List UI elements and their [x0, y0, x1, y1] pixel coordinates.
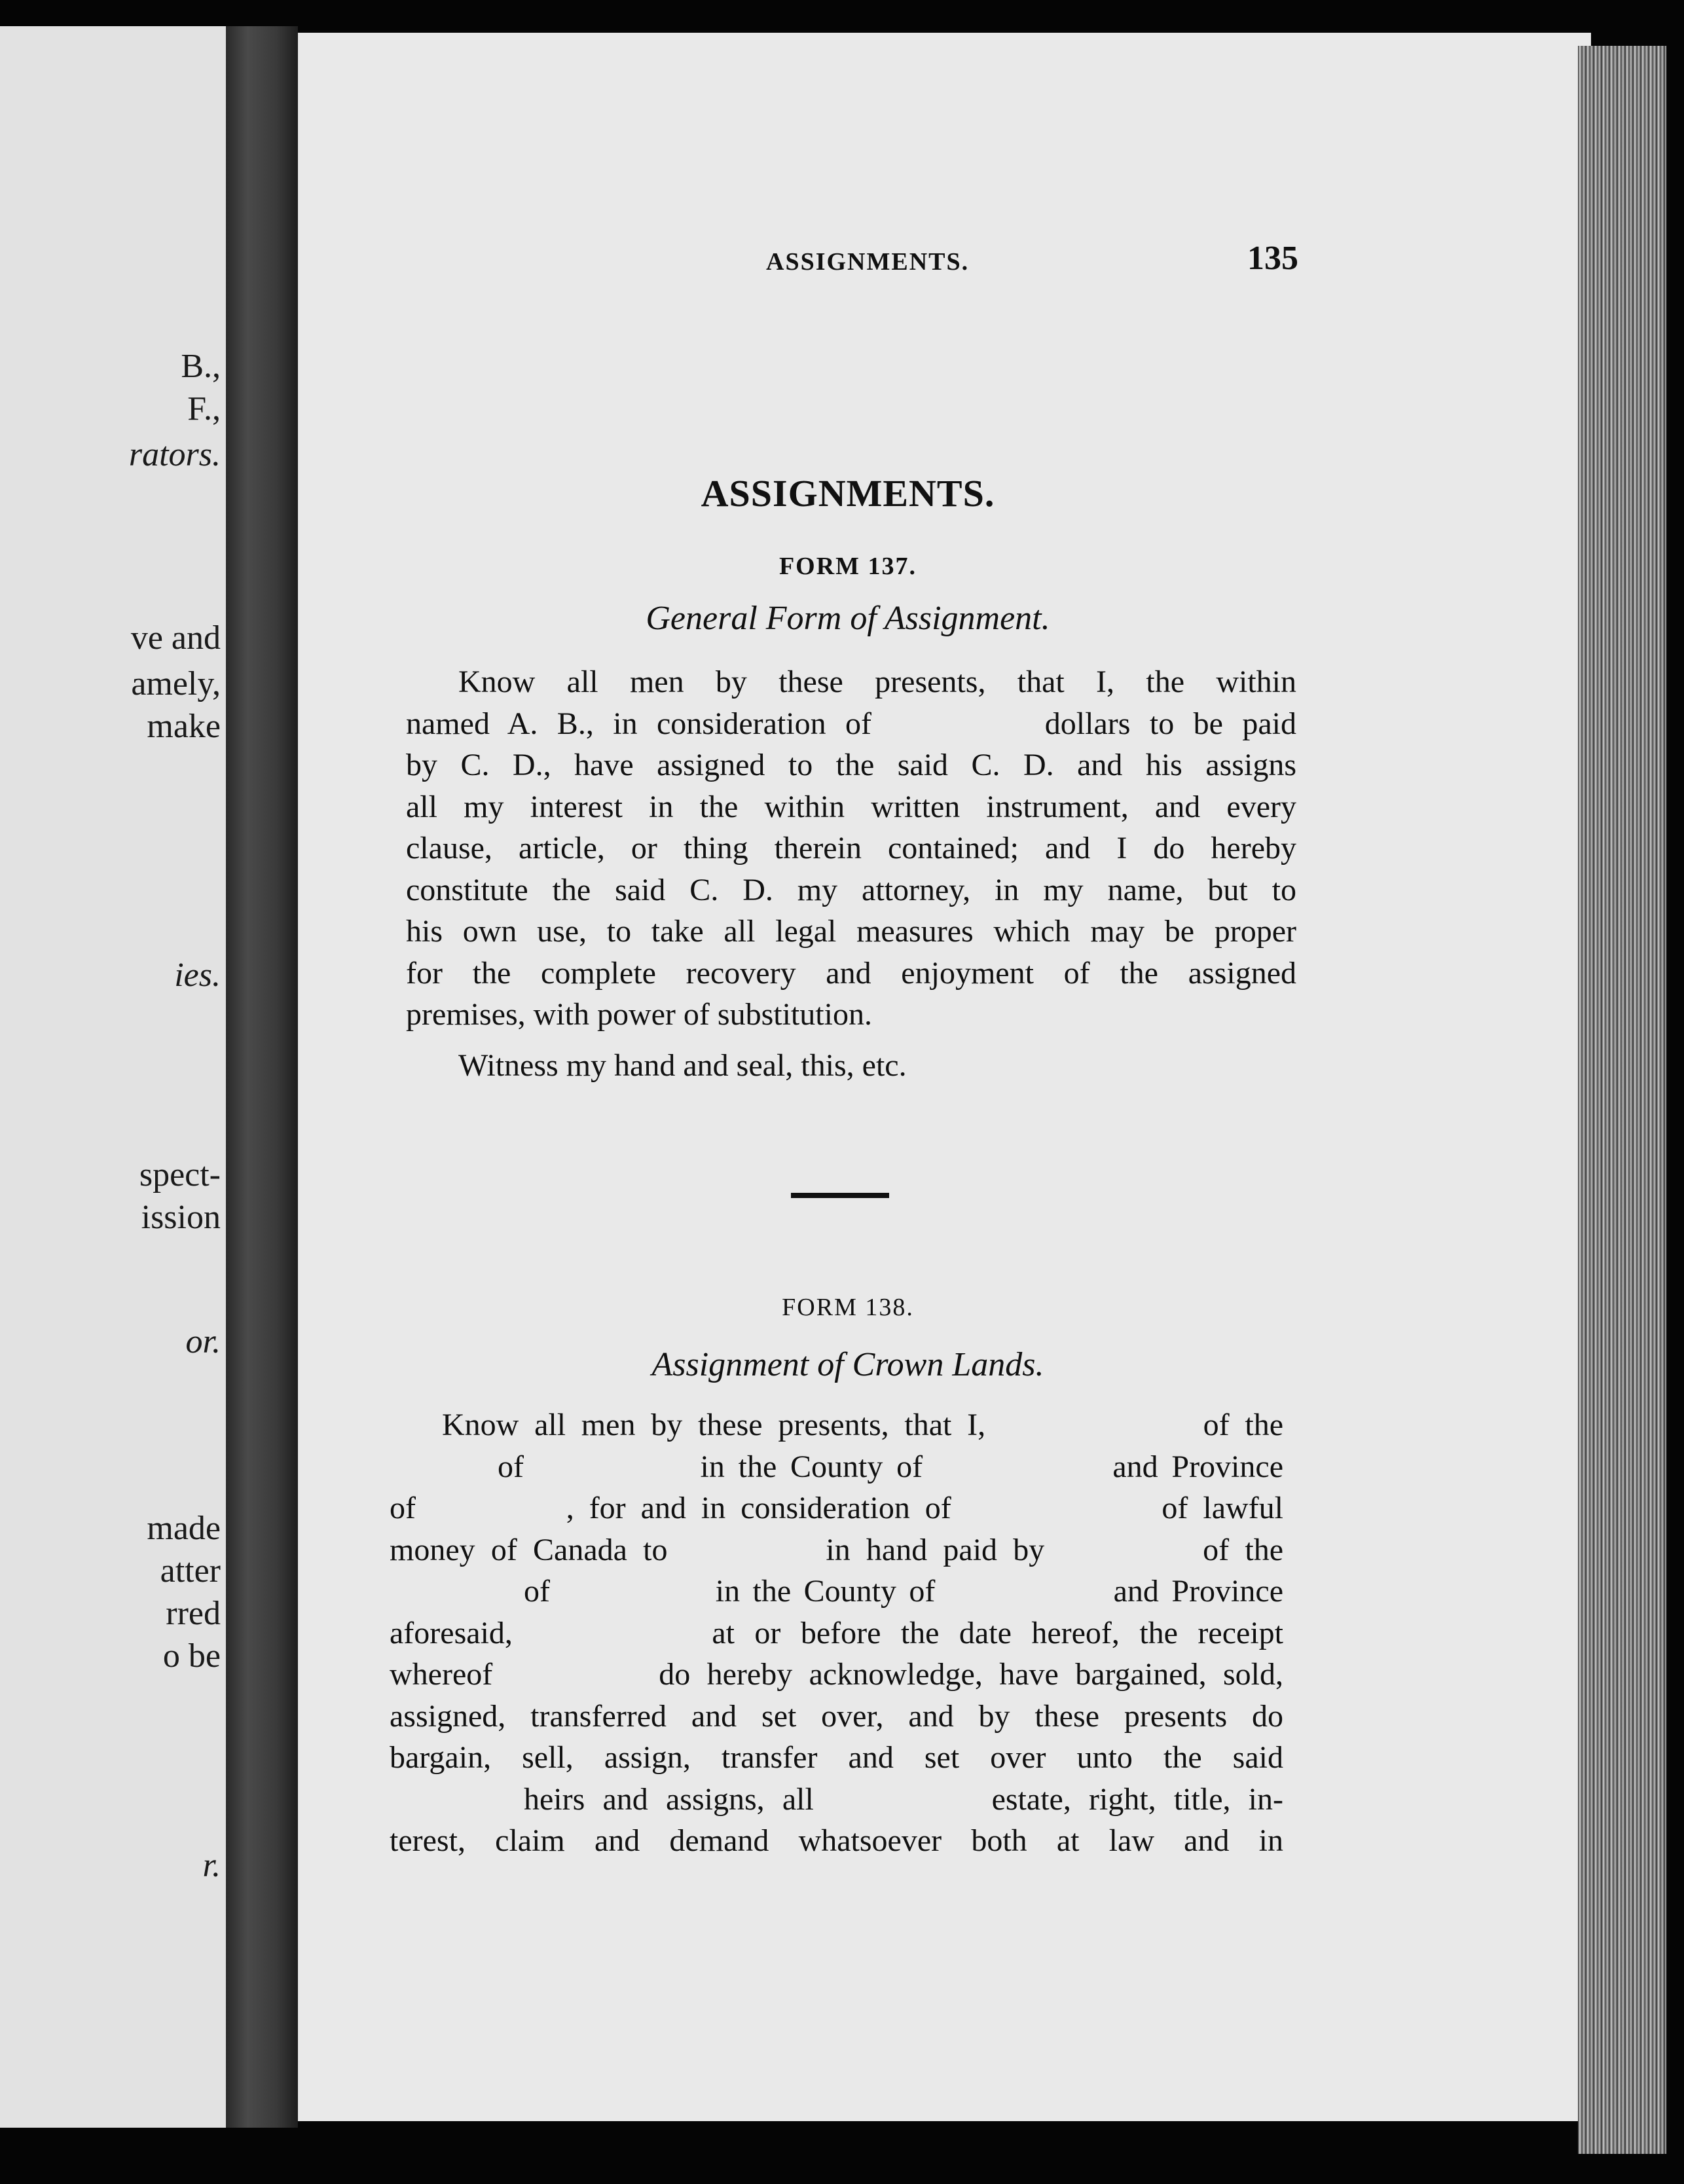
left-page-fragment: [0, 26, 226, 2128]
body-line: constitute the said C. D. my attorney, in my name, but to: [406, 872, 1296, 907]
body-line: assigned, transferred and set over, and by these presents do: [390, 1698, 1283, 1734]
body-line: terest, claim and demand whatsoever both at law and in: [390, 1823, 1283, 1858]
left-fragment-line: rred: [166, 1595, 221, 1632]
body-line: of in the County of and Province: [524, 1574, 1283, 1609]
left-fragment-line: rators.: [128, 436, 221, 473]
body-line: clause, article, or thing therein contained; and I do hereby: [406, 831, 1296, 865]
form-137-title: General Form of Assignment.: [646, 600, 1050, 637]
section-title: ASSIGNMENTS.: [701, 472, 995, 515]
body-line: premises, with power of substitution.: [406, 997, 872, 1032]
body-line: for the complete recovery and enjoyment of the assigned: [406, 955, 1296, 991]
body-line: named A. B., in consideration of dollars to be paid: [406, 706, 1296, 741]
left-fragment-line: make: [147, 708, 221, 745]
left-fragment-line: r.: [202, 1847, 221, 1884]
left-fragment-line: spect-: [139, 1156, 221, 1193]
witness-line: Witness my hand and seal, this, etc.: [458, 1047, 907, 1083]
book-gutter: [226, 26, 298, 2128]
body-line: Know all men by these presents, that I, of the: [442, 1408, 1283, 1442]
left-fragment-line: made: [147, 1510, 221, 1547]
left-fragment-line: atter: [160, 1552, 221, 1590]
body-line: aforesaid, at or before the date hereof, the receipt: [390, 1615, 1283, 1650]
body-line: of , for and in consideration of of lawful: [390, 1491, 1283, 1525]
page-edges: [1578, 46, 1666, 2154]
form-138-title: Assignment of Crown Lands.: [651, 1346, 1044, 1383]
form-137-body: [406, 661, 1296, 1086]
body-line: Know all men by these presents, that I, the within: [458, 664, 1296, 699]
body-line: bargain, sell, assign, transfer and set over unto the said: [390, 1740, 1283, 1775]
form-138-number: FORM 138.: [782, 1294, 914, 1321]
left-fragment-line: o be: [162, 1637, 221, 1675]
body-line: money of Canada to in hand paid by of the: [390, 1532, 1283, 1567]
body-line: by C. D., have assigned to the said C. D. and his assigns: [406, 748, 1296, 782]
body-line: his own use, to take all legal measures which may be proper: [406, 914, 1296, 949]
left-fragment-line: B.,: [181, 348, 221, 385]
body-line: all my interest in the within written instrument, and every: [406, 789, 1296, 824]
left-fragment-line: F.,: [187, 390, 221, 428]
form-137-number: FORM 137.: [778, 553, 917, 580]
page-number: 135: [1247, 240, 1298, 277]
left-fragment-line: ve and: [130, 619, 221, 657]
left-fragment-line: amely,: [131, 665, 221, 702]
form-138-body: [390, 1404, 1283, 1862]
section-divider-rule: [791, 1193, 889, 1198]
left-fragment-line: ies.: [174, 956, 221, 994]
body-line: of in the County of and Province: [498, 1449, 1283, 1484]
left-fragment-line: ission: [141, 1199, 221, 1236]
running-head: ASSIGNMENTS.: [766, 248, 970, 276]
left-fragment-line: or.: [185, 1323, 221, 1360]
body-line: heirs and assigns, all estate, right, title, in-: [524, 1781, 1283, 1817]
body-line: whereof do hereby acknowledge, have bargained, sold,: [390, 1657, 1283, 1692]
